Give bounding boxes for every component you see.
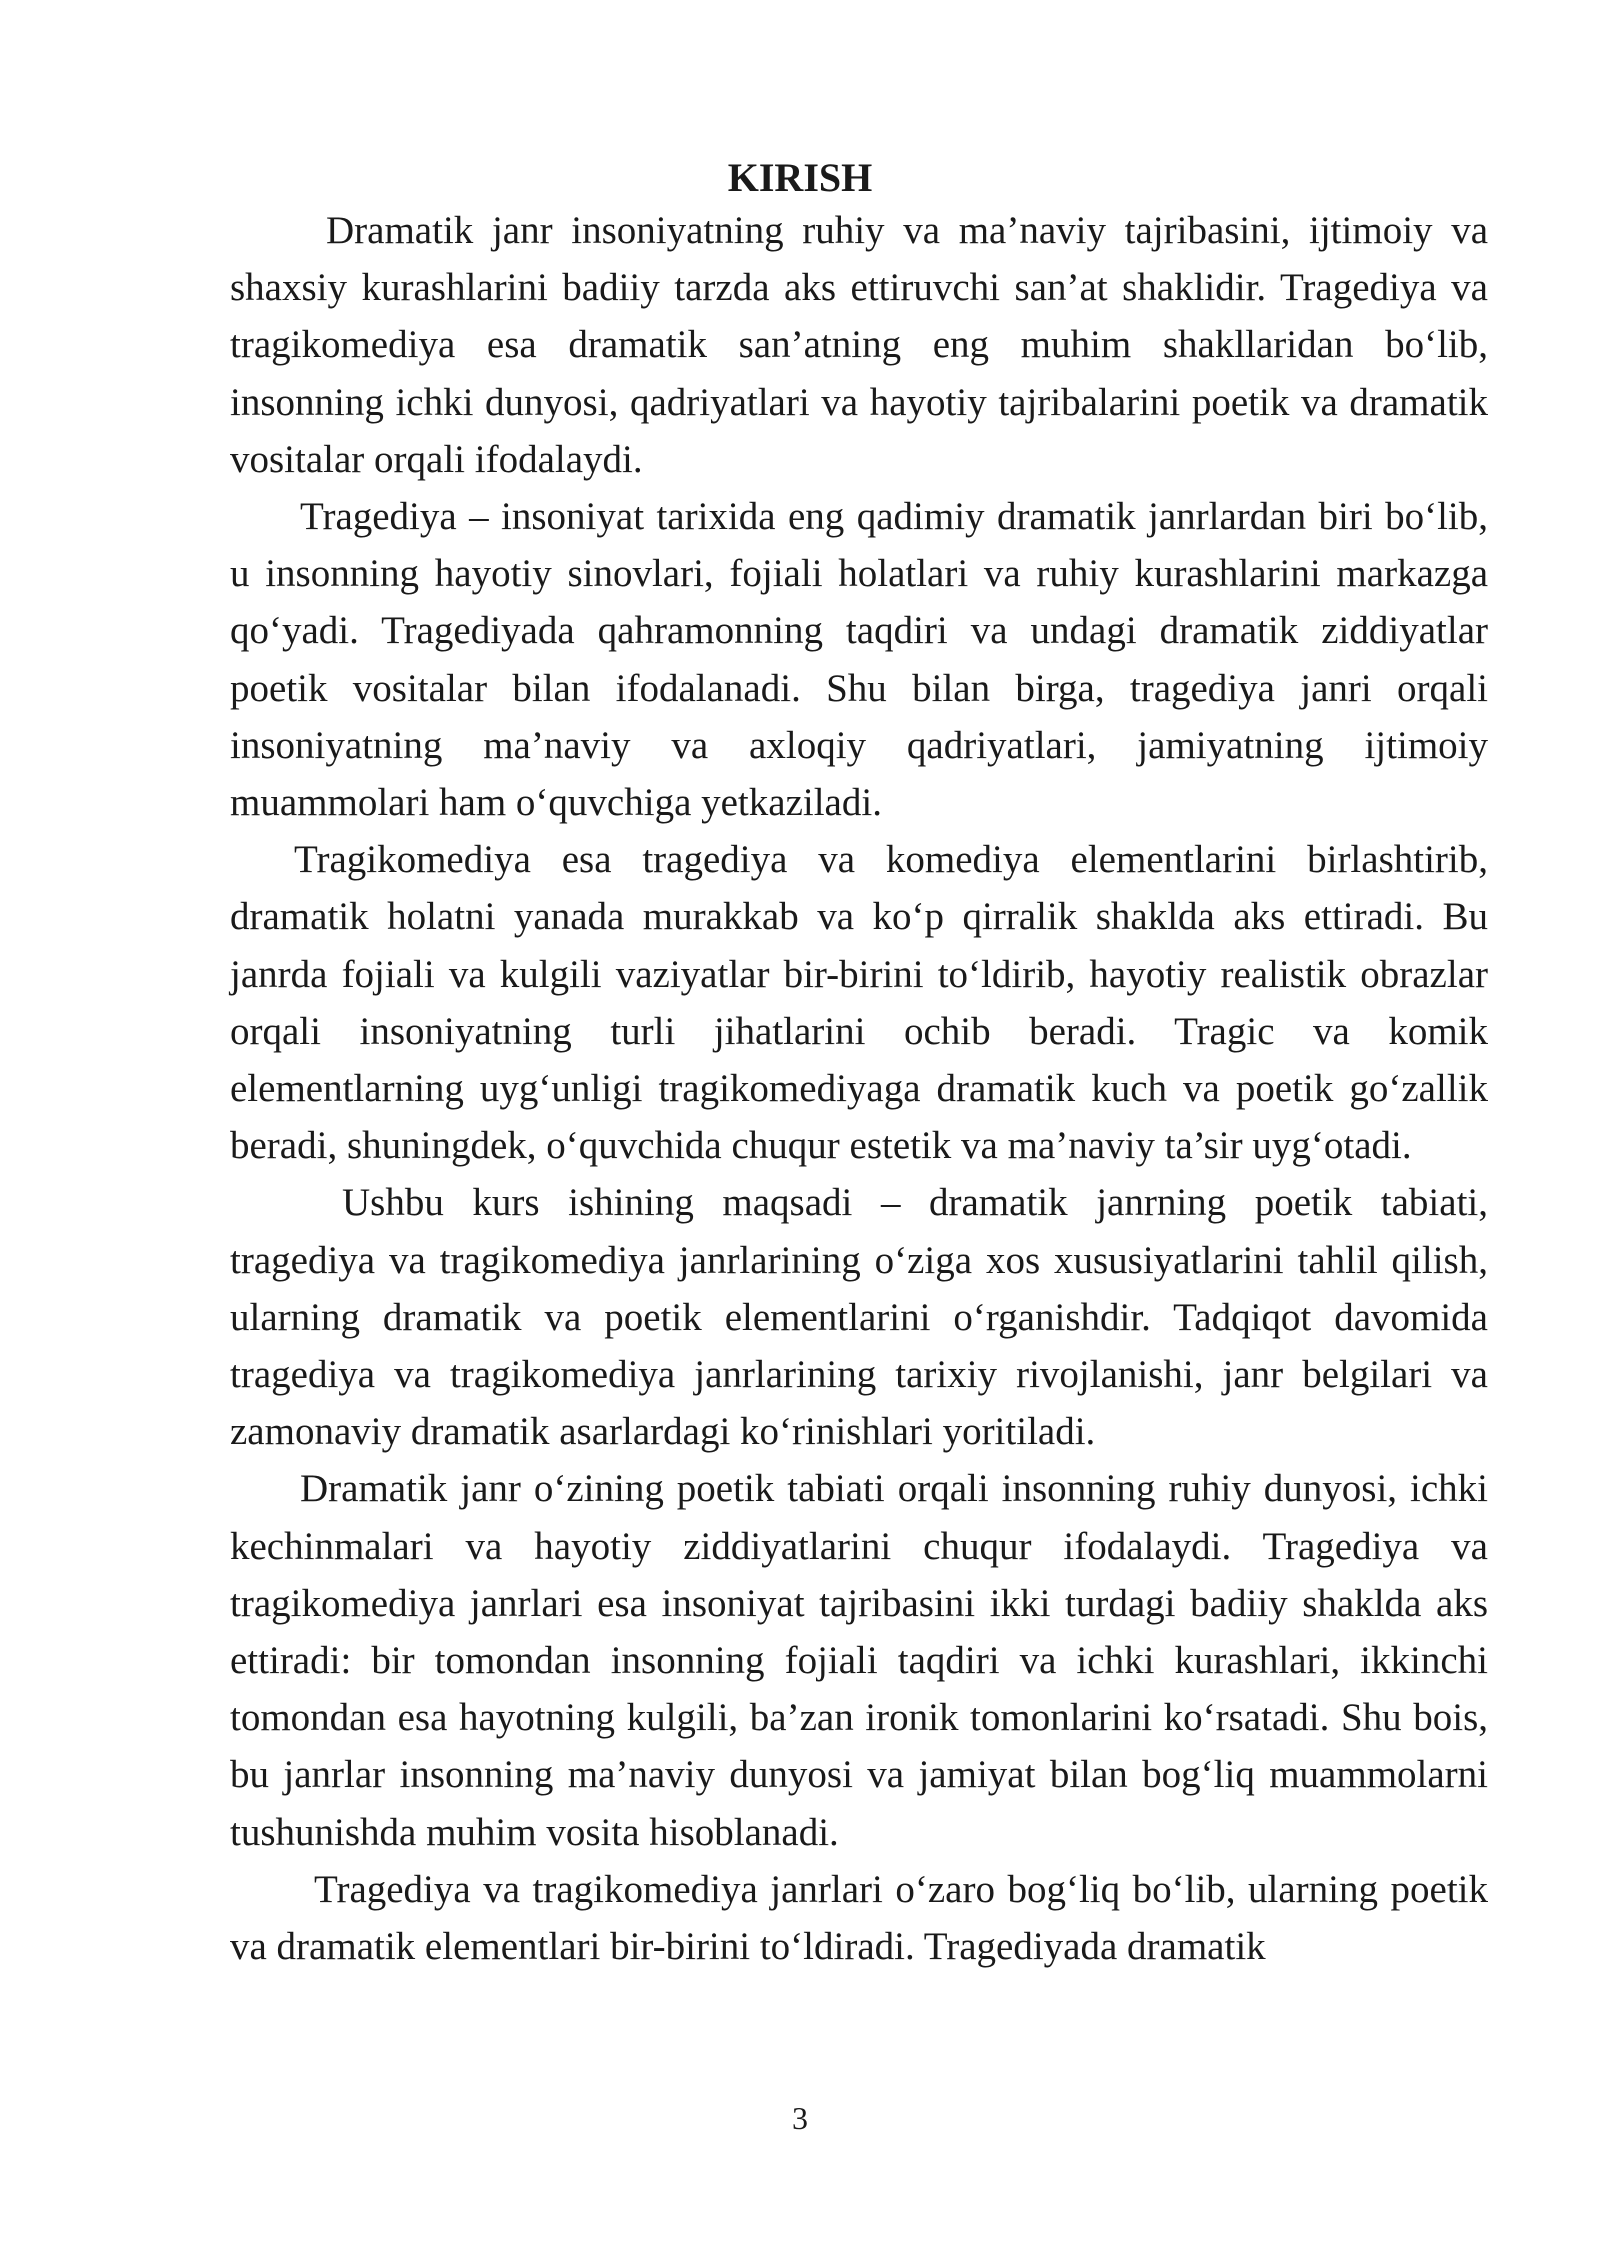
paragraph-4: Ushbu kurs ishining maqsadi – dramatik janrning poetik tabiati, tragediya va tragikomediya janrlarining o‘ziga xos xususiyatlarini tahlil qilish, ularning dramatik va poetik elementlarini o‘rganishdir. Tadqiqot davomida tragediya va tragikomediya janrlarining tarixiy rivojlanishi, janr belgilari va zamonaviy dramatik asarlardagi ko‘rinishlari yoritiladi. bbox=[230, 1181, 1488, 1454]
paragraph-3: Tragikomediya esa tragediya va komediya elementlarini birlashtirib, dramatik holatni yanada murakkab va ko‘p qirralik shaklda aks ettiradi. Bu janrda fojiali va kulgili vaziyatlar bir-birini to‘ldirib, hayotiy realistik obrazlar orqali insoniyatning turli jihatlarini ochib beradi. Tragic va komik elementlarning uyg‘unligi tragikomediyaga dramatik kuch va poetik go‘zallik beradi, shuningdek, o‘quvchida chuqur estetik va ma’naviy ta’sir uyg‘otadi. bbox=[230, 838, 1488, 1168]
body-text bbox=[230, 202, 1488, 1975]
paragraph-2: Tragediya – insoniyat tarixida eng qadimiy dramatik janrlardan biri bo‘lib, u insonning hayotiy sinovlari, fojiali holatlari va ruhiy kurashlarini markazga qo‘yadi. Tragediyada qahramonning taqdiri va undagi dramatik ziddiyatlar poetik vositalar bilan ifodalanadi. Shu bilan birga, tragediya janri orqali insoniyatning ma’naviy va axloqiy qadriyatlari, jamiyatning ijtimoiy muammolari ham o‘quvchiga yetkaziladi. bbox=[230, 495, 1488, 825]
section-heading: KIRISH bbox=[727, 155, 873, 200]
paragraph-1: Dramatik janr insoniyatning ruhiy va ma’naviy tajribasini, ijtimoiy va shaxsiy kurashlarini badiiy tarzda aks ettiruvchi san’at shaklidir. Tragediya va tragikomediya esa dramatik san’atning eng muhim shakllaridan bo‘lib, insonning ichki dunyosi, qadriyatlari va hayotiy tajribalarini poetik va dramatik vositalar orqali ifodalaydi. bbox=[230, 209, 1488, 481]
paragraph-5: Dramatik janr o‘zining poetik tabiati orqali insonning ruhiy dunyosi, ichki kechinmalari va hayotiy ziddiyatlarini chuqur ifodalaydi. Tragediya va tragikomediya janrlari esa insoniyat tajribasini ikki turdagi badiiy shaklda aks ettiradi: bir tomondan insonning fojiali taqdiri va ichki kurashlari, ikkinchi tomondan esa hayotning kulgili, ba’zan ironik tomonlarini ko‘rsatadi. Shu bois, bu janrlar insonning ma’naviy dunyosi va jamiyat bilan bog‘liq muammolarni tushunishda muhim vosita hisoblanadi. bbox=[230, 1467, 1488, 1854]
paragraph-6: Tragediya va tragikomediya janrlari o‘zaro bog‘liq bo‘lib, ularning poetik va dramatik elementlari bir-birini to‘ldiradi. Tragediyada dramatik bbox=[230, 1867, 1488, 1969]
page-number: 3 bbox=[792, 2100, 808, 2136]
